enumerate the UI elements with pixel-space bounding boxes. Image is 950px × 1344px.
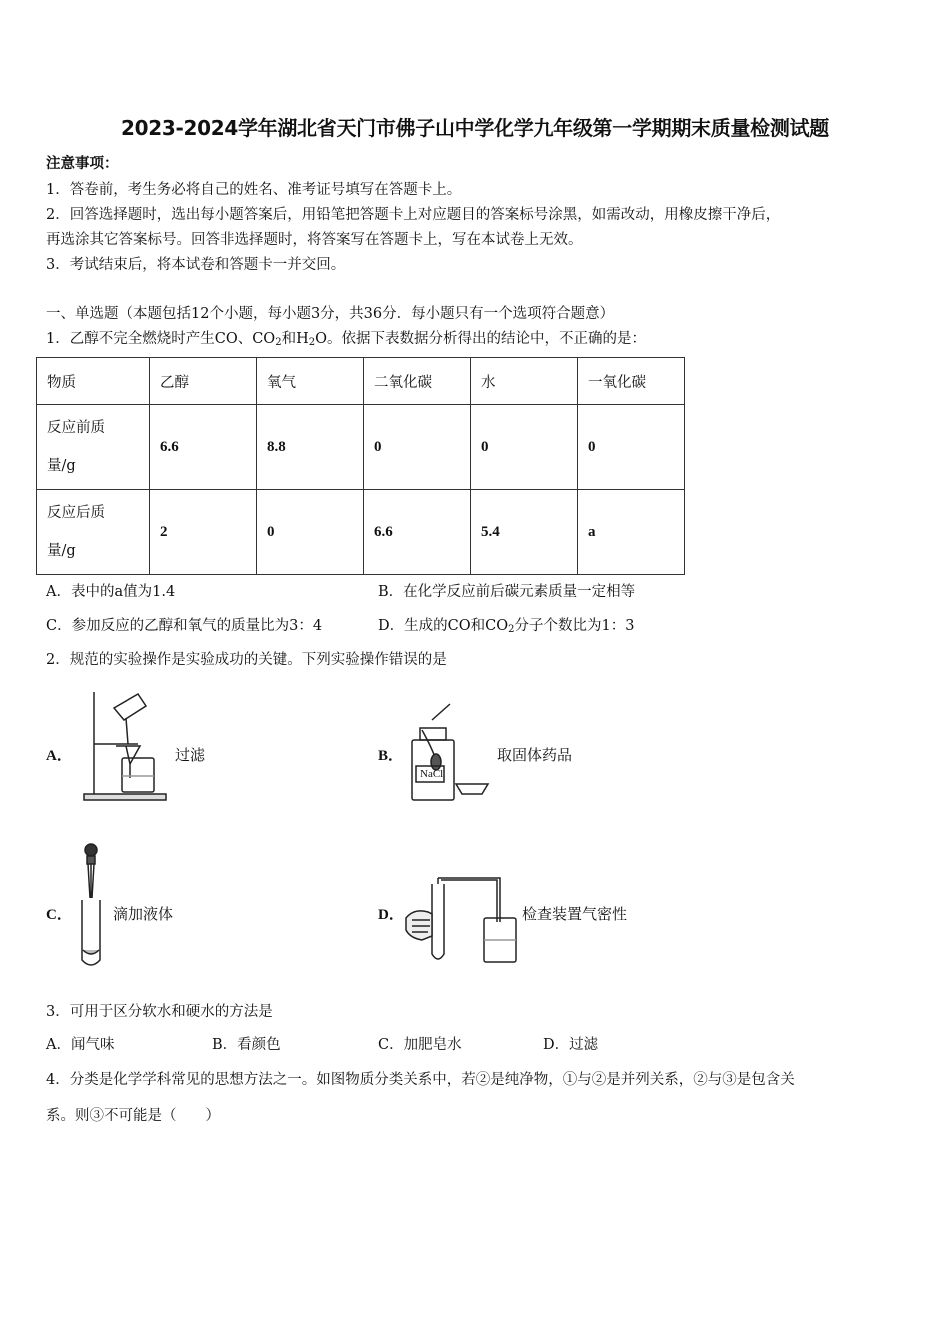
table-cell: 6.6 (364, 490, 471, 575)
airtightness-apparatus-icon (404, 874, 520, 966)
q3-option-c: C．加肥皂水 (378, 1037, 462, 1053)
q1-option-d: D．生成的CO和$CO_2$分子个数比为1：3 (378, 618, 635, 635)
section-heading: 一、单选题（本题包括12个小题，每小题3分，共36分．每小题只有一个选项符合题意） (46, 306, 615, 322)
table-header-cell: 氧气 (257, 358, 364, 405)
q4-stem-line2: 系。则③不可能是（ ） (46, 1108, 220, 1124)
q2-option-a-text: 过滤 (175, 746, 206, 764)
table-header-cell: 乙醇 (150, 358, 257, 405)
q2-option-d-letter: D． (378, 907, 404, 923)
table-header-cell: 二氧化碳 (364, 358, 471, 405)
table-header-cell: 物质 (37, 358, 150, 405)
q3-option-a: A．闻气味 (46, 1037, 115, 1053)
table-cell: 2 (150, 490, 257, 575)
q1-data-table (36, 357, 685, 575)
table-cell: 8.8 (257, 405, 364, 490)
q1-option-a: A．表中的a值为1.4 (46, 584, 176, 600)
notice-heading: 注意事项： (46, 155, 119, 172)
q2-option-d-text: 检查装置气密性 (522, 905, 628, 923)
reagent-bottle-spoon-icon (402, 700, 494, 802)
q2-option-c-text: 滴加液体 (113, 905, 174, 923)
q3-option-d: D．过滤 (543, 1037, 599, 1053)
page-title: 2023-2024学年湖北省天门市佛子山中学化学九年级第一学期期末质量检测试题 (121, 116, 829, 140)
table-row (37, 405, 685, 490)
q2-option-c-letter: C． (46, 907, 72, 923)
nacl-label: NaCl (420, 768, 444, 780)
q1-option-c: C．参加反应的乙醇和氧气的质量比为3：4 (46, 618, 323, 634)
table-cell: 0 (364, 405, 471, 490)
table-cell: 6.6 (150, 405, 257, 490)
q2-option-a-letter: A． (46, 748, 72, 764)
table-header-cell: 一氧化碳 (578, 358, 685, 405)
q4-stem-line1: 4．分类是化学学科常见的思想方法之一。如图物质分类关系中，若②是纯净物，①与②是并列关系，②与③是包含关 (46, 1072, 795, 1088)
q2-option-b-text: 取固体药品 (497, 746, 573, 764)
table-header-row (37, 358, 685, 405)
table-cell: 0 (257, 490, 364, 575)
notice-item-3: 3．考试结束后，将本试卷和答题卡一并交回。 (46, 257, 346, 273)
dropper-test-tube-icon (76, 842, 106, 970)
q2-stem: 2．规范的实验操作是实验成功的关键。下列实验操作错误的是 (46, 652, 447, 668)
table-cell: 0 (578, 405, 685, 490)
table-cell: 5.4 (471, 490, 578, 575)
q3-stem: 3．可用于区分软水和硬水的方法是 (46, 1004, 273, 1020)
table-cell: a (578, 490, 685, 575)
notice-item-2-cont: 再选涂其它答案标号。回答非选择题时，将答案写在答题卡上，写在本试卷上无效。 (46, 232, 583, 248)
q1-option-b: B．在化学反应前后碳元素质量一定相等 (378, 584, 636, 600)
row-label: 反应后质 量/g (37, 490, 150, 575)
filtration-apparatus-icon (80, 688, 172, 802)
notice-item-1: 1．答卷前，考生务必将自己的姓名、准考证号填写在答题卡上。 (46, 182, 462, 198)
table-header-cell: 水 (471, 358, 578, 405)
q2-option-b-letter: B． (378, 748, 404, 764)
notice-item-2: 2．回答选择题时，选出每小题答案后，用铅笔把答题卡上对应题目的答案标号涂黑，如需改动，用橡皮擦干净后， (46, 207, 781, 223)
q3-option-b: B．看颜色 (212, 1037, 281, 1053)
row-label: 反应前质 量/g (37, 405, 150, 490)
table-row (37, 490, 685, 575)
table-cell: 0 (471, 405, 578, 490)
q1-stem: 1．乙醇不完全燃烧时产生CO、$CO_2$和$H_2O$。依据下表数据分析得出的结论中，不正确的是： (46, 331, 646, 348)
